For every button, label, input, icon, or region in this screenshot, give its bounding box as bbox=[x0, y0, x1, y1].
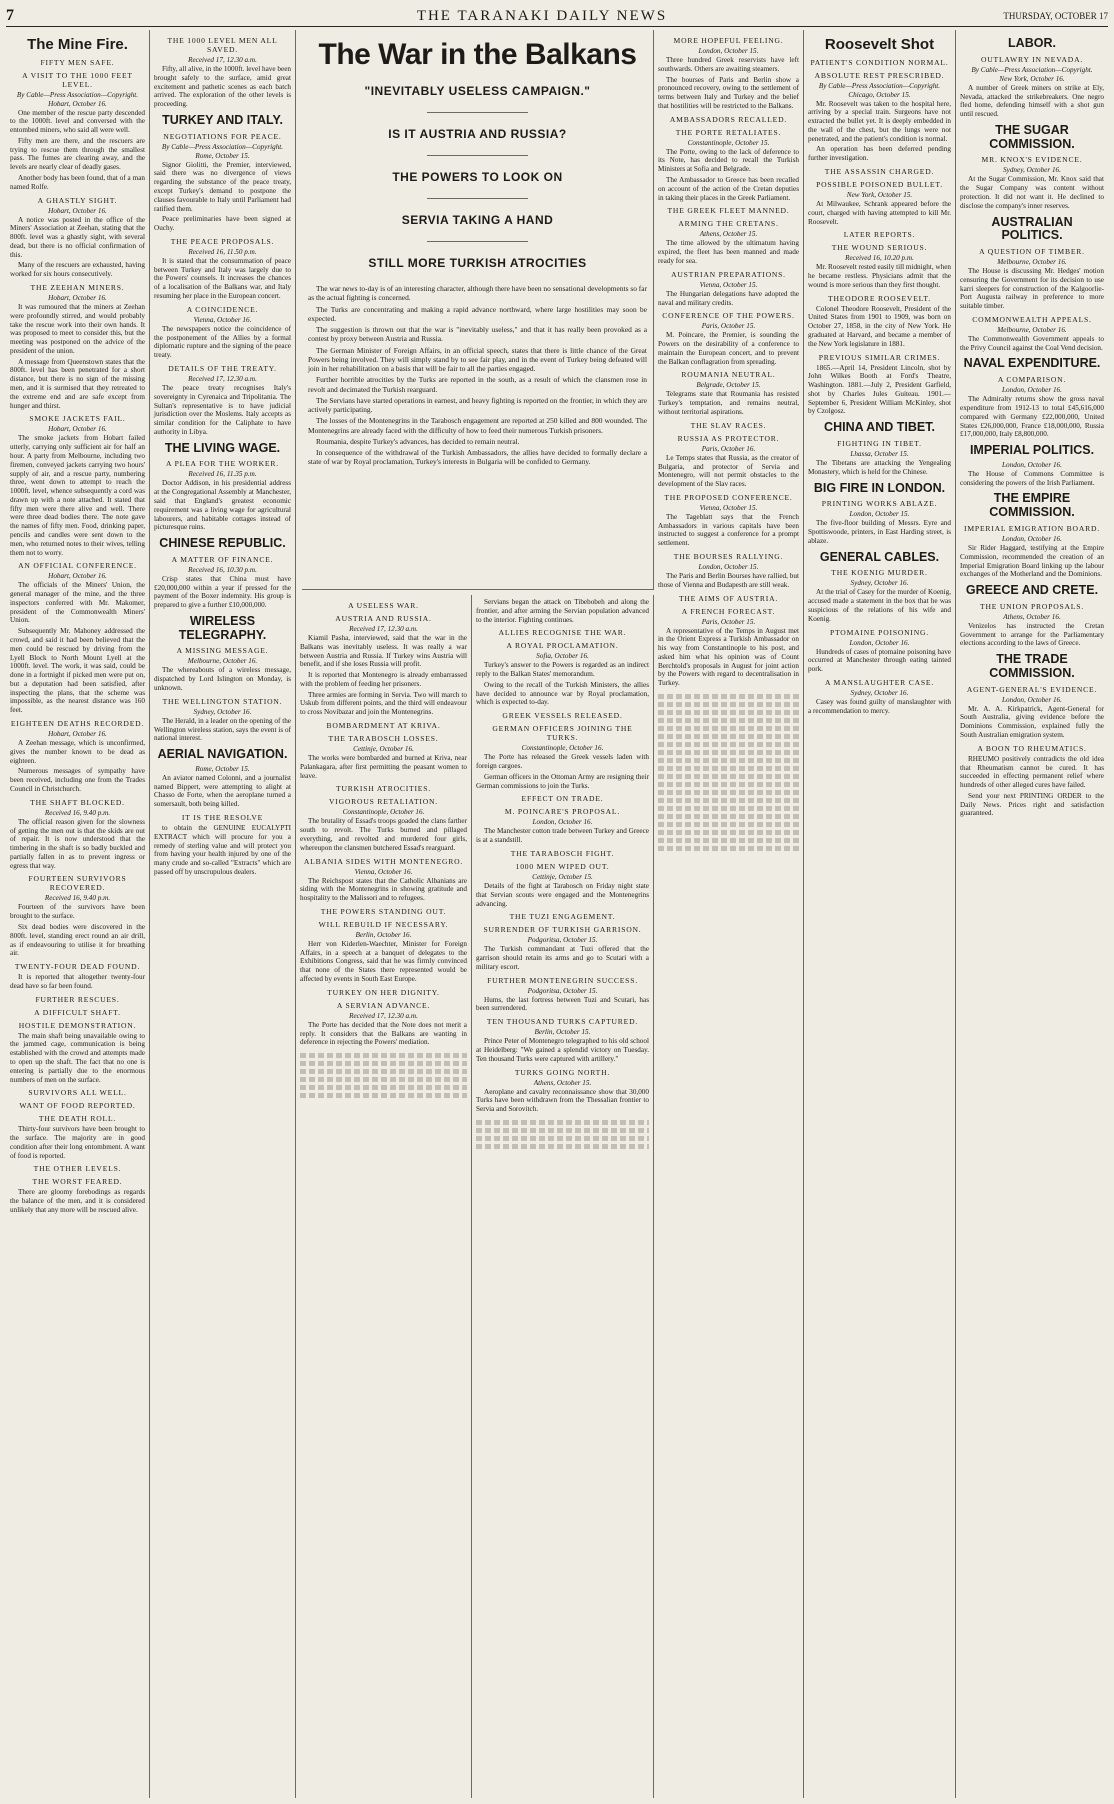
paragraph: The Porte, owing to the lack of deference to its Note, has decided to recall the Turkish Ministers at Sofia and Belgrade. bbox=[658, 147, 799, 174]
paragraph: The House is discussing Mr. Hedges' motion censuring the Government for its decision to use karri sleepers for construction of the Kalgoorlie-Port Augusta railway in preference to more suitable timber. bbox=[960, 267, 1104, 311]
subhead: ROUMANIA NEUTRAL. bbox=[681, 370, 776, 380]
headline-chinese-republic: CHINESE REPUBLIC. bbox=[159, 536, 286, 551]
subhead: TURKEY ON HER DIGNITY. bbox=[327, 987, 440, 997]
dateline: Cettinje, October 15. bbox=[532, 872, 593, 881]
dateline: Received 17, 12.30 a.m. bbox=[188, 56, 257, 64]
headline-general-cables: GENERAL CABLES. bbox=[819, 549, 940, 564]
subhead: THE SLAV RACES. bbox=[690, 420, 767, 430]
dateline: London, October 16. bbox=[1002, 460, 1062, 469]
paragraph: The suggestion is thrown out that the war is "inevitably useless," and that it has really been provoked as a contest by proxy between Austria and Russia. bbox=[308, 325, 647, 344]
subhead: A MANSLAUGHTER CASE. bbox=[824, 677, 935, 687]
dateline: Hobart, October 16. bbox=[48, 294, 107, 302]
paragraph: Peace preliminaries have been signed at Ouchy. bbox=[154, 215, 291, 233]
subhead: RUSSIA AS PROTECTOR. bbox=[677, 433, 780, 443]
paragraph: A message from Queenstown states that the 800ft. level has been penetrated for a short distance, but there is no sign of the missing men, and it is surmised that they retreated to the extreme end and are safe except from hunger and thirst. bbox=[10, 357, 145, 410]
subhead: AUSTRIAN PREPARATIONS. bbox=[671, 269, 786, 279]
paragraph: Mr. Roosevelt rested easily till midnight, when he became restless. Physicians admit that the wound is more serious than they first thought. bbox=[808, 263, 951, 289]
subhead: THE TARABOSCH LOSSES. bbox=[328, 734, 439, 744]
dateline: Constantinople, October 16. bbox=[521, 744, 604, 753]
paragraph: It was rumoured that the miners at Zeehan were profoundly stirred, and would probably take the rescue work into their own hands. It was proposed to meet to consider this, but the meeting was postponed on the advice of the president of the union. bbox=[10, 303, 145, 355]
dateline: Belgrade, October 15. bbox=[696, 381, 761, 390]
lead-deck: STILL MORE TURKISH ATROCITIES bbox=[368, 256, 587, 270]
subhead: 1000 MEN WIPED OUT. bbox=[515, 861, 610, 871]
dateline: Constantinople, October 15. bbox=[687, 138, 770, 147]
dateline: Constantinople, October 16. bbox=[342, 808, 425, 817]
subhead: THE WELLINGTON STATION. bbox=[162, 696, 283, 706]
subhead: THE WOUND SERIOUS. bbox=[831, 243, 928, 253]
paragraph: Mr. Roosevelt was taken to the hospital here, arriving by a special train. Surgeons have not extracted the bullet yet. It is deeply embedded in the wall of the chest, but the lungs were not penetrated, and the patient's condition is normal. bbox=[808, 99, 951, 143]
dateline: Rome, October 15. bbox=[195, 151, 250, 160]
subhead: THE ZEEHAN MINERS. bbox=[30, 283, 125, 292]
advert-heading: A BOON TO RHEUMATICS. bbox=[977, 743, 1087, 753]
subhead: A QUESTION OF TIMBER. bbox=[979, 247, 1085, 256]
paragraph: Sir Rider Haggard, testifying at the Empire Commission, recommended the creation of an Imperial Emigration Board linking up the labour exchanges of the Motherland and the Dominions. bbox=[960, 543, 1104, 579]
paragraph: Fifty, all alive, in the 1000ft. level have been brought safely to the surface, amid great excitement and pathetic scenes as each batch arrived. The exploration of the other levels is proceeding. bbox=[154, 65, 291, 109]
columns-area bbox=[6, 30, 1108, 1798]
dateline: Received 16, 11.35 p.m. bbox=[188, 470, 257, 479]
paragraph: The whereabouts of a wireless message, dispatched by Lord Islington on Monday, is unknown. bbox=[154, 666, 291, 692]
paragraph: A notice was posted in the office of the Miners' Association at Zeehan, stating that the 800ft. level was a ghastly sight, with several dead, but there is no official confirmation of this. bbox=[10, 215, 145, 259]
subhead: WILL REBUILD IF NECESSARY. bbox=[318, 919, 449, 929]
subhead: COMMONWEALTH APPEALS. bbox=[972, 314, 1092, 324]
paragraph: Many of the rescuers are exhausted, having worked for six hours consecutively. bbox=[10, 261, 145, 279]
subhead: A COMPARISON. bbox=[997, 375, 1067, 385]
headline-australian-politics: AUSTRALIAN POLITICS. bbox=[991, 214, 1073, 243]
paragraph: Further horrible atrocities by the Turks are reported in the south, as a result of which the clansmen rose in revolt and decimated the Turkish rearguard. bbox=[308, 375, 647, 394]
dateline: Berlin, October 16. bbox=[355, 930, 412, 939]
subhead: FIFTY MEN SAFE. bbox=[40, 57, 115, 67]
paragraph: The smoke jackets from Hobart failed utterly, carrying only sufficient air for half an hour. A party from Melbourne, including two firemen, conveyed jackets carrying two hours' supply of air, and a rescue party, numbering three, went down to attempt to reach the 1000ft. level, whence subsequently a cord was drawn up with a note attached. It stated that fifty men were there alive and well. There were three dead bodies there. The note gave the names of fifty men. Food, drinking paper, pencils and candles were sent down to the men, who returned notes to their wives, telling them not to worry. bbox=[10, 434, 145, 557]
paragraph: Herr von Kiderlen-Waechter, Minister for Foreign Affairs, in a speech at a banquet of delegates to the Exhibitions Congress, said that he was firmly convinced that none of the States there represented would be affected by events in South East Europe. bbox=[300, 939, 467, 983]
paragraph: 1865.—April 14, President Lincoln, shot by John Wilkes Booth at Ford's Theatre, Washington. 1881.—July 2, President Garfield, shot by Charles Jules Guiteau. 1901.—September 6, President William McKinley, shot by Czolgosz. bbox=[808, 363, 951, 416]
subhead: TURKISH ATROCITIES. bbox=[336, 784, 431, 794]
subhead: POSSIBLE POISONED BULLET. bbox=[816, 179, 943, 189]
subhead: THE ASSASSIN CHARGED. bbox=[824, 166, 935, 176]
dateline: Paris, October 16. bbox=[701, 444, 756, 453]
dateline: Hobart, October 16. bbox=[48, 730, 107, 739]
divider bbox=[427, 155, 529, 156]
dateline: Received 16, 9.40 p.m. bbox=[44, 808, 111, 817]
dateline: Melbourne, October 16. bbox=[187, 657, 258, 666]
dateline: London, October 15. bbox=[698, 563, 759, 571]
subhead: MORE HOPEFUL FEELING. bbox=[673, 36, 784, 45]
paragraph: Signor Giolitti, the Premier, interviewed, said there was no divergence of views regarding the substance of the peace treaty, except Turkey's demand to postpone the clauses favourable to Italy until Parliament had ratified them. bbox=[154, 160, 291, 213]
paragraph: Mr. A. A. Kirkpatrick, Agent-General for South Australia, giving evidence before the Dominions Commission, explained fully the South Australian emigration system. bbox=[960, 704, 1104, 739]
subhead: SURVIVORS ALL WELL. bbox=[28, 1088, 127, 1098]
paragraph: The Herald, in a leader on the opening of the Wellington wireless station, says the event is of national interest. bbox=[154, 716, 291, 743]
paragraph: An operation has been deferred pending further investigation. bbox=[808, 145, 951, 163]
subhead: AUSTRIA AND RUSSIA. bbox=[335, 614, 432, 623]
paragraph: Doctor Addison, in his presidential address at the Congregational Assembly at Manchester, said that England's greatest economic requirement was a living wage for agricultural labourers, and habitable cottages instead of picturesque ruins. bbox=[154, 479, 291, 532]
column-6 bbox=[804, 30, 956, 1798]
advert-text: to obtain the GENUINE EUCALYPTI EXTRACT which will procure for you a remedy of sterling value and will protect you from having your health injured by one of the many crude and so-called "Extracts" which are passed off by unscrupulous dealers. bbox=[154, 824, 291, 876]
subhead: TEN THOUSAND TURKS CAPTURED. bbox=[486, 1017, 639, 1027]
paragraph: The war news to-day is of an interesting character, although there have been no sensational developments so far as the actual fighting is concerned. bbox=[308, 284, 647, 303]
dateline: Sydney, October 16. bbox=[193, 707, 252, 716]
paragraph: The peace treaty recognises Italy's sovereignty in Cyrenaica and Tripolitania. The Sultan's representative is to have judicial jurisdiction over the Moslems. Italy accepts as similar condition for the Caliphate to have authority in Libya. bbox=[154, 383, 291, 436]
dateline: Cettinje, October 16. bbox=[353, 745, 414, 754]
paragraph: The Admiralty returns show the gross naval expenditure from 1912-13 to total £45,616,000 compared with Germany £22,000,000, United States £26,000,000, France £18,000,000, Russia £17,000,000, Italy £8,800,000. bbox=[960, 395, 1104, 439]
subhead: A VISIT TO THE 1000 FEET LEVEL. bbox=[22, 70, 133, 89]
paragraph: The Hungarian delegations have adopted the naval and military credits. bbox=[658, 289, 799, 307]
headline-imperial-politics: IMPERIAL POLITICS. bbox=[969, 443, 1095, 458]
dateline: Received 16, 9.40 p.m. bbox=[44, 894, 111, 903]
subhead: GERMAN OFFICERS JOINING THE TURKS. bbox=[492, 724, 633, 743]
subhead: NEGOTIATIONS FOR PEACE. bbox=[163, 131, 282, 141]
subhead: THE SHAFT BLOCKED. bbox=[30, 797, 125, 807]
paragraph: The official reason given for the slowness of getting the men out is that the skids are out of repair. It is now understood that the timbering in the shaft is so badly buckled and partially fallen in as to prevent ingress or egress that way. bbox=[10, 817, 145, 870]
headline-aerial-navigation: AERIAL NAVIGATION. bbox=[157, 747, 288, 762]
headline-turkey-italy: TURKEY AND ITALY. bbox=[162, 112, 283, 127]
paragraph: A Zeehan message, which is unconfirmed, gives the number known to be dead as eighteen. bbox=[10, 739, 145, 765]
paragraph: The five-floor building of Messrs. Eyre and Spottiswoode, printers, in East Harding street, is ablaze. bbox=[808, 519, 951, 545]
subhead: THE 1000 LEVEL MEN ALL SAVED. bbox=[167, 36, 278, 54]
paragraph: Kiamil Pasha, interviewed, said that the war in the Balkans was inevitably useless. It was really a war between Austria and Russia. If Turkey wins Austria will benefit, and if she loses Russia will profit. bbox=[300, 634, 467, 669]
paragraph: There are gloomy forebodings as regards the balance of the men, and it is considered unlikely that any more will be rescued alive. bbox=[10, 1188, 145, 1215]
paragraph: The newspapers notice the coincidence of the postponement of the Allies by a formal diplomatic rupture and the signing of the peace treaty. bbox=[154, 324, 291, 360]
paragraph: The losses of the Montenegrins in the Tarabosch engagement are reported at 250 killed and 800 wounded. The Montenegrins are already faced with the difficulty of how to feed their numerous Turkish prisoners. bbox=[308, 416, 647, 435]
paragraph: A representative of the Temps in August met in the Orient Express a Turkish Ambassador on his way from Constantinople to his post, and asked him what his opinion was of Count Berchtold's proposals in August for joint action by the Powers with regard to decentralisation in Turkey. bbox=[658, 626, 799, 688]
byline: By Cable—Press Association—Copyright. bbox=[161, 142, 284, 151]
paragraph: A number of Greek miners on strike at Ely, Nevada, attacked the strikebreakers. One negro fled home, defending himself with a shot gun until rescued. bbox=[960, 83, 1104, 119]
headline-wireless-telegraphy: WIRELESS TELEGRAPHY. bbox=[178, 613, 267, 642]
paragraph: The Turks are concentrating and making a rapid advance northward, where large hostilities may soon be expected. bbox=[308, 304, 647, 323]
subhead: PTOMAINE POISONING. bbox=[829, 627, 930, 637]
dateline: Vienna, October 16. bbox=[193, 315, 252, 324]
paragraph: Venizelos has instructed the Cretan Government to arrange for the Parliamentary elections according to the laws of Greece. bbox=[960, 621, 1104, 648]
dateline: London, October 15. bbox=[849, 510, 910, 519]
divider bbox=[427, 241, 529, 242]
dateline: Received 17, 12.30 a.m. bbox=[349, 625, 418, 633]
dateline: Received 16, 10.20 p.m. bbox=[845, 254, 914, 263]
masthead bbox=[6, 6, 1108, 27]
subhead: A SERVIAN ADVANCE. bbox=[336, 1000, 431, 1010]
paragraph: The brutality of Essad's troops goaded the clans farther south to revolt. The Turks burned and pillaged everything, and revolted and murdered four girls, whereupon the clansmen butchered Essad's rearguard. bbox=[300, 817, 467, 852]
subhead: DETAILS OF THE TREATY. bbox=[168, 363, 277, 373]
paragraph: Six dead bodies were discovered in the 800ft. level, standing erect round an air drill, as if endeavouring to utilise it for breathing air. bbox=[10, 922, 145, 958]
subhead: GREEK VESSELS RELEASED. bbox=[502, 711, 623, 721]
dateline: London, October 15. bbox=[698, 47, 759, 55]
dateline: Paris, October 15. bbox=[701, 322, 756, 331]
paragraph: The Manchester cotton trade between Turkey and Greece is at a standstill. bbox=[476, 827, 649, 845]
paragraph: Servians began the attack on Tibebobeh and along the frontier, and after arming the Servian population advanced to the interior. Fighting continues. bbox=[476, 598, 649, 624]
advert-text: Send your next PRINTING ORDER to the Daily News. Prices right and satisfaction guaranteed. bbox=[960, 791, 1104, 818]
text-filler bbox=[476, 1120, 649, 1149]
subhead: VIGOROUS RETALIATION. bbox=[329, 797, 438, 807]
subhead: A GHASTLY SIGHT. bbox=[37, 195, 118, 205]
paragraph: Le Temps states that Russia, as the creator of Bulgaria, and protector of Servia and Montenegro, will not permit obstacles to the development of the Slav races. bbox=[658, 453, 799, 489]
paragraph: The time allowed by the ultimatum having expired, the fleet has been manned and made ready for sea. bbox=[658, 239, 799, 265]
dateline: London, October 16. bbox=[1002, 695, 1062, 704]
paragraph: Turkey's answer to the Powers is regarded as an indirect reply to the Balkan States' memorandum. bbox=[476, 661, 649, 679]
headline-china-tibet: CHINA AND TIBET. bbox=[824, 420, 935, 435]
subhead: THE PORTE RETALIATES. bbox=[675, 127, 782, 137]
paragraph: Casey was found guilty of manslaughter with a recommendation to mercy. bbox=[808, 697, 951, 715]
paragraph: Another body has been found, that of a man named Rolfe. bbox=[10, 173, 145, 191]
dateline: Received 17, 12.30 a.m. bbox=[188, 374, 257, 383]
column-3-lower bbox=[296, 595, 472, 1798]
subhead: THE WORST FEARED. bbox=[32, 1177, 123, 1187]
dateline: Berlin, October 15. bbox=[534, 1028, 591, 1037]
advert-text: RHEUMO positively contradicts the old idea that Rheumatism cannot be cured. It has succeeded in effecting permanent relief where hundreds of other alleged cures have failed. bbox=[960, 754, 1104, 790]
paragraph: It is reported that Montenegro is already embarrassed with the problem of feeding her prisoners. bbox=[300, 671, 467, 688]
dateline: London, October 16. bbox=[1002, 534, 1062, 543]
dateline: Received 17, 12.30 a.m. bbox=[349, 1011, 418, 1020]
dateline: Hobart, October 16. bbox=[48, 206, 107, 215]
paragraph: The Paris and Berlin Bourses have rallied, but those of Vienna and Budapesth are still weak. bbox=[658, 572, 799, 589]
dateline: Podgoritsa, October 15. bbox=[527, 986, 598, 995]
subhead: TURKS GOING NORTH. bbox=[514, 1067, 611, 1077]
subhead: SURRENDER OF TURKISH GARRISON. bbox=[483, 925, 642, 935]
paragraph: Three hundred Greek reservists have left southwards. Others are awaiting steamers. bbox=[658, 56, 799, 73]
paragraph: Hundreds of cases of ptomaine poisoning have occurred at Manchester through eating tainted pork. bbox=[808, 647, 951, 674]
lead-headline: The War in the Balkans bbox=[318, 38, 637, 71]
subhead: EFFECT ON TRADE. bbox=[521, 794, 604, 804]
text-filler bbox=[300, 1053, 467, 1098]
dateline: Sydney, October 16. bbox=[1003, 166, 1061, 175]
lead-deck: IS IT AUSTRIA AND RUSSIA? bbox=[388, 127, 567, 141]
subhead: A USELESS WAR. bbox=[348, 601, 419, 610]
paragraph: The Ambassador to Greece has been recalled on account of the action of the Cretan deputies in taking their places in the Greek Parliament. bbox=[658, 176, 799, 202]
subhead: THE BOURSES RALLYING. bbox=[673, 552, 784, 561]
paragraph: The Tageblatt says that the French Ambassadors in various capitals have been instructed to suggest a conference for a prompt settlement. bbox=[658, 512, 799, 548]
dateline: London, October 16. bbox=[1002, 386, 1062, 395]
subhead: EIGHTEEN DEATHS RECORDED. bbox=[10, 719, 145, 729]
subhead: THE PEACE PROPOSALS. bbox=[170, 236, 275, 246]
dateline: Athens, October 16. bbox=[1003, 612, 1061, 621]
paragraph: Three armies are forming in Servia. Two will march to Uskub from different points, and the third will endeavour to cross Novibazar and join the Montenegrins. bbox=[300, 690, 467, 717]
subhead: FURTHER RESCUES. bbox=[35, 994, 120, 1004]
paragraph: Fifty men are there, and the rescuers are trying to rescue them through the smallest pass. The fumes are clearing away, and the levels are nearly clear of deadly gases. bbox=[10, 136, 145, 172]
paragraph: One member of the rescue party descended to the 1000ft. level and conversed with the entombed miners, who said all were well. bbox=[10, 108, 145, 135]
dateline: Rome, October 15. bbox=[195, 764, 250, 773]
subhead: MR. KNOX'S EVIDENCE. bbox=[981, 155, 1083, 165]
paragraph: The bourses of Paris and Berlin show a pronounced recovery, owing to the settlement of terms between Italy and Turkey and the belief that hostilities will be restricted to the Balkans. bbox=[658, 75, 799, 110]
headline-living-wage: THE LIVING WAGE. bbox=[164, 440, 281, 455]
dateline: Melbourne, October 16. bbox=[997, 325, 1067, 334]
lead-deck: SERVIA TAKING A HAND bbox=[401, 213, 554, 227]
paragraph: Roumania, despite Turkey's advances, has decided to remain neutral. bbox=[316, 436, 520, 446]
dateline: Sydney, October 16. bbox=[850, 688, 909, 697]
subhead: WANT OF FOOD REPORTED. bbox=[19, 1101, 136, 1111]
column-2 bbox=[150, 30, 296, 1798]
paragraph: At the Sugar Commission, Mr. Knox said that the Sugar Company was content without protection. It did not want it. He declined to disclose the company's inner reserves. bbox=[960, 175, 1104, 210]
subhead: PREVIOUS SIMILAR CRIMES. bbox=[818, 352, 941, 362]
subhead: PATIENT'S CONDITION NORMAL. bbox=[810, 57, 949, 67]
paragraph: The Commonwealth Government appeals to the Privy Council against the Coal Vend decision. bbox=[960, 334, 1104, 352]
paragraph: Crisp states that China must have £20,000,000 within a year if pressed for the payment of the Boxer indemnity. His group is prepared to give a further £10,000,000. bbox=[154, 574, 291, 610]
dateline: Chicago, October 15. bbox=[848, 90, 911, 99]
subhead: ABSOLUTE REST PRESCRIBED. bbox=[814, 70, 945, 80]
dateline: Vienna, October 15. bbox=[699, 503, 758, 512]
paragraph: The German Minister of Foreign Affairs, in an official speech, states that there is little chance of the Great Powers being involved. They will simply stand by to see fair play, and in the event of Turkey being defeated will join in her rehabilitation on a basis that will be fair to all the parties engaged. bbox=[308, 345, 647, 373]
paragraph: The officials of the Miners' Union, the general manager of the mine, and the three inspectors conferred with Mr. Makomer, president of the Commonwealth Miners' Union. bbox=[10, 581, 145, 625]
subhead: AGENT-GENERAL'S EVIDENCE. bbox=[966, 684, 1098, 694]
subhead: THE DEATH ROLL. bbox=[38, 1114, 117, 1124]
byline: By Cable—Press Association—Copyright. bbox=[16, 90, 139, 99]
subhead: AN OFFICIAL CONFERENCE. bbox=[18, 561, 137, 571]
headline-empire-commission: THE EMPIRE COMMISSION. bbox=[989, 491, 1075, 520]
paragraph: Colonel Theodore Roosevelt, President of the United States from 1901 to 1909, was born on October 27, 1858, in the city of New York. He graduated at Harvard, and became a member of the New York legislature in 1881. bbox=[808, 304, 951, 348]
dateline: Athens, October 15. bbox=[533, 1078, 592, 1087]
divider bbox=[427, 198, 529, 199]
subhead: OUTLAWRY IN NEVADA. bbox=[980, 54, 1084, 64]
paragraph: At the trial of Casey for the murder of Koenig, accused made a statement in the box that he was suspicious of the relations of his wife and Koenig. bbox=[808, 588, 951, 623]
subhead: ARMING THE CRETANS. bbox=[678, 219, 779, 229]
subhead: AMBASSADORS RECALLED. bbox=[669, 114, 788, 124]
text-filler bbox=[658, 694, 799, 851]
paragraph: The House of Commons Committee is considering the powers of the Irish Parliament. bbox=[960, 469, 1104, 487]
subhead: BOMBARDMENT AT KRIVA. bbox=[326, 721, 441, 731]
dateline: Received 16, 10.30 p.m. bbox=[188, 565, 257, 574]
paragraph: Prince Peter of Montenegro telegraphed to his old school at Heidelberg: "We gained a splendid victory on Tuesday. Ten thousand Turks were captured with artillery." bbox=[476, 1037, 649, 1063]
dateline: Hobart, October 16. bbox=[48, 572, 107, 581]
dateline: New York, October 16. bbox=[999, 74, 1065, 83]
paragraph: Hums, the last fortress between Tuzi and Scutari, has been surrendered. bbox=[476, 995, 649, 1013]
dateline: Paris, October 15. bbox=[701, 617, 756, 626]
dateline: Vienna, October 16. bbox=[354, 867, 413, 876]
paragraph: The Turkish commandant at Tuzi offered that the garrison should retain its arms and go to Scutari with a military escort. bbox=[476, 945, 649, 971]
paragraph: The Porte has decided that the Note does not merit a reply. It considers that the Balkans are wanting in deference in rejecting the Powers' mediation. bbox=[300, 1020, 467, 1047]
paragraph: In consequence of the withdrawal of the Turkish Ambassadors, the allies have decided to formally declare a state of war by Royal proclamation, Turkey's interests in Bulgaria will be confided to Germany. bbox=[308, 448, 647, 467]
newspaper-title: THE TARANAKI DAILY NEWS bbox=[416, 7, 668, 24]
dateline: New York, October 15. bbox=[846, 190, 913, 199]
subhead: SMOKE JACKETS FAIL. bbox=[29, 414, 126, 424]
lead-deck: "INEVITABLY USELESS CAMPAIGN." bbox=[364, 84, 591, 98]
headline-greece-crete: GREECE AND CRETE. bbox=[965, 583, 1099, 598]
dateline: Lhassa, October 15. bbox=[850, 450, 909, 458]
dateline: Sofia, October 16. bbox=[536, 652, 589, 661]
paragraph: Telegrams state that Roumania has resisted Turkey's temptation, and remains neutral, without territorial aspirations. bbox=[658, 390, 799, 416]
paragraph: It is reported that altogether twenty-four dead have so far been found. bbox=[10, 973, 145, 990]
dateline: London, October 16. bbox=[849, 638, 910, 647]
dateline: London, October 16. bbox=[532, 818, 593, 827]
subhead: HOSTILE DEMONSTRATION. bbox=[18, 1020, 137, 1030]
paragraph: The Reichspost states that the Catholic Albanians are siding with the Montenegrins in showing gratitude and hospitality to the Malissori and to refugees. bbox=[300, 876, 467, 903]
paragraph: German officers in the Ottoman Army are resigning their German commissions to join the Turks. bbox=[476, 772, 649, 790]
paragraph: M. Poincare, the Premier, is sounding the Powers on the desirability of a conference to maintain the European concert, and to prevent the Balkan conflagration from spreading. bbox=[658, 331, 799, 366]
headline-labor: LABOR. bbox=[1008, 36, 1056, 50]
subhead: A FRENCH FORECAST. bbox=[681, 606, 776, 616]
column-4-lower bbox=[472, 595, 654, 1798]
subhead: FOURTEEN SURVIVORS RECOVERED. bbox=[28, 874, 127, 893]
column-7 bbox=[956, 30, 1108, 1798]
lead-deck: THE POWERS TO LOOK ON bbox=[392, 170, 563, 184]
subhead: THE GREEK FLEET MANNED. bbox=[667, 206, 790, 216]
subhead: LATER REPORTS. bbox=[843, 230, 916, 240]
column-1 bbox=[6, 30, 150, 1798]
paragraph: The works were bombarded and burned at Kriva, near Palankagara, after first permitting the peasant women to leave. bbox=[300, 754, 467, 780]
paragraph: Details of the fight at Tarabosch on Friday night state that Servian scouts were engaged and the Montenegrins advancing. bbox=[476, 881, 649, 908]
headline-mine-fire: The Mine Fire. bbox=[27, 36, 128, 53]
subhead: A MISSING MESSAGE. bbox=[176, 646, 269, 656]
headline-big-fire: BIG FIRE IN LONDON. bbox=[813, 480, 946, 495]
dateline: Hobart, October 16. bbox=[48, 425, 107, 434]
subhead: THE UNION PROPOSALS. bbox=[980, 601, 1084, 611]
subhead: PRINTING WORKS ABLAZE. bbox=[821, 499, 938, 509]
dateline: Received 16, 11.50 p.m. bbox=[188, 247, 257, 256]
dateline: Vienna, October 15. bbox=[699, 280, 758, 289]
paragraph: The Servians have started operations in earnest, and heavy fighting is reported on the frontier, in which they are actively participating. bbox=[308, 395, 647, 414]
subhead: A PLEA FOR THE WORKER. bbox=[166, 459, 279, 469]
paragraph: At Milwaukee, Schrank appeared before the court, charged with having attempted to kill Mr. Roosevelt. bbox=[808, 199, 951, 226]
paragraph: Subsequently Mr. Mahoney addressed the crowd, and said it had been believed that the men could be rescued by driving from the Lyell Block to North Mount Lyell at the 1000ft. level. The work, it was said, could be done in a fortnight if picked men were put on, but a deputation had been satisfied, after inspecting the plans, that the scheme was impossible, as the nearest distance was 160 feet. bbox=[10, 627, 145, 715]
dateline: Hobart, October 16. bbox=[48, 99, 107, 108]
dateline: Podgoritsa, October 15. bbox=[527, 936, 598, 945]
paragraph: An aviator named Colonni, and a journalist named Bippert, were attempting to alight at Chasso de Forte, when the aeroplane turned a somersault, both being killed. bbox=[154, 773, 291, 809]
paragraph: The main shaft being unavailable owing to the jammed cage, communication is being established with the crowd and attempts made to open up the shaft. The fact that no one is entering is partially due to the enormous numbers of men on the surface. bbox=[10, 1031, 145, 1084]
divider bbox=[427, 112, 529, 113]
page-number: 7 bbox=[6, 7, 15, 24]
subhead: FURTHER MONTENEGRIN SUCCESS. bbox=[487, 975, 638, 985]
headline-naval-expenditure: NAVAL EXPENDITURE. bbox=[963, 356, 1101, 371]
paragraph: The Tibetans are attacking the Yengealing Monastery, which is held for the Chinese. bbox=[808, 459, 951, 476]
paragraph: Owing to the recall of the Turkish Ministers, the allies have decided to announce war by Royal proclamation, which is expected to-day. bbox=[476, 680, 649, 707]
subhead: THEODORE ROOSEVELT. bbox=[828, 293, 931, 303]
headline-sugar-commission: THE SUGAR COMMISSION. bbox=[989, 122, 1075, 151]
subhead: THE PROPOSED CONFERENCE. bbox=[664, 492, 793, 502]
subhead: THE POWERS STANDING OUT. bbox=[320, 906, 447, 916]
subhead: A DIFFICULT SHAFT. bbox=[34, 1007, 121, 1017]
subhead: THE AIMS OF AUSTRIA. bbox=[678, 593, 779, 603]
dateline: Melbourne, October 16. bbox=[997, 258, 1067, 266]
subhead: ALBANIA SIDES WITH MONTENEGRO. bbox=[303, 856, 464, 866]
dateline: Sydney, October 16. bbox=[850, 579, 909, 588]
subhead: THE TUZI ENGAGEMENT. bbox=[509, 912, 616, 922]
column-5 bbox=[654, 30, 804, 1798]
subhead: IMPERIAL EMIGRATION BOARD. bbox=[964, 523, 1100, 533]
subhead: TWENTY-FOUR DEAD FOUND. bbox=[14, 962, 141, 972]
paragraph: The Porte has released the Greek vessels laden with foreign cargoes. bbox=[476, 753, 649, 771]
dateline: Athens, October 15. bbox=[699, 230, 758, 239]
paragraph: Numerous messages of sympathy have been received, including one from the Trades Council in Christchurch. bbox=[10, 767, 145, 793]
paragraph: Aeroplane and cavalry reconnaissance show that 30,000 Turks have been withdrawn from the Thessalian frontier to Servia and Sorovitch. bbox=[476, 1087, 649, 1114]
subhead: A COINCIDENCE. bbox=[186, 304, 259, 314]
subhead: ALLIES RECOGNISE THE WAR. bbox=[498, 628, 627, 638]
issue-date: THURSDAY, OCTOBER 17 bbox=[1003, 11, 1108, 21]
advert-heading: IT IS THE RESOLVE bbox=[181, 813, 264, 822]
byline: By Cable—Press Association—Copyright. bbox=[818, 81, 941, 90]
headline-trade-commission: THE TRADE COMMISSION. bbox=[989, 652, 1075, 680]
subhead: FIGHTING IN TIBET. bbox=[837, 439, 922, 448]
subhead: A MATTER OF FINANCE. bbox=[171, 554, 274, 564]
headline-roosevelt-shot: Roosevelt Shot bbox=[824, 36, 935, 53]
paragraph: It is stated that the consummation of peace between Turkey and Italy was largely due to the Powers' counsels. It increases the chances of a localisation of the Balkans war, and Italy resuming her place in the European concert. bbox=[154, 256, 291, 301]
lead-story bbox=[302, 30, 654, 590]
paragraph: Fourteen of the survivors have been brought to the surface. bbox=[10, 903, 145, 921]
subhead: M. POINCARE'S PROPOSAL. bbox=[504, 807, 621, 817]
subhead: THE KOENIG MURDER. bbox=[831, 568, 928, 578]
subhead: THE OTHER LEVELS. bbox=[33, 1164, 122, 1174]
paragraph: Thirty-four survivors have been brought to the surface. The majority are in good condition after their long entombment. A want of food is reported. bbox=[10, 1125, 145, 1160]
subhead: A ROYAL PROCLAMATION. bbox=[506, 641, 619, 651]
byline: By Cable—Press Association—Copyright. bbox=[971, 65, 1093, 74]
subhead: CONFERENCE OF THE POWERS. bbox=[662, 311, 795, 321]
subhead: THE TARABOSCH FIGHT. bbox=[510, 848, 615, 858]
